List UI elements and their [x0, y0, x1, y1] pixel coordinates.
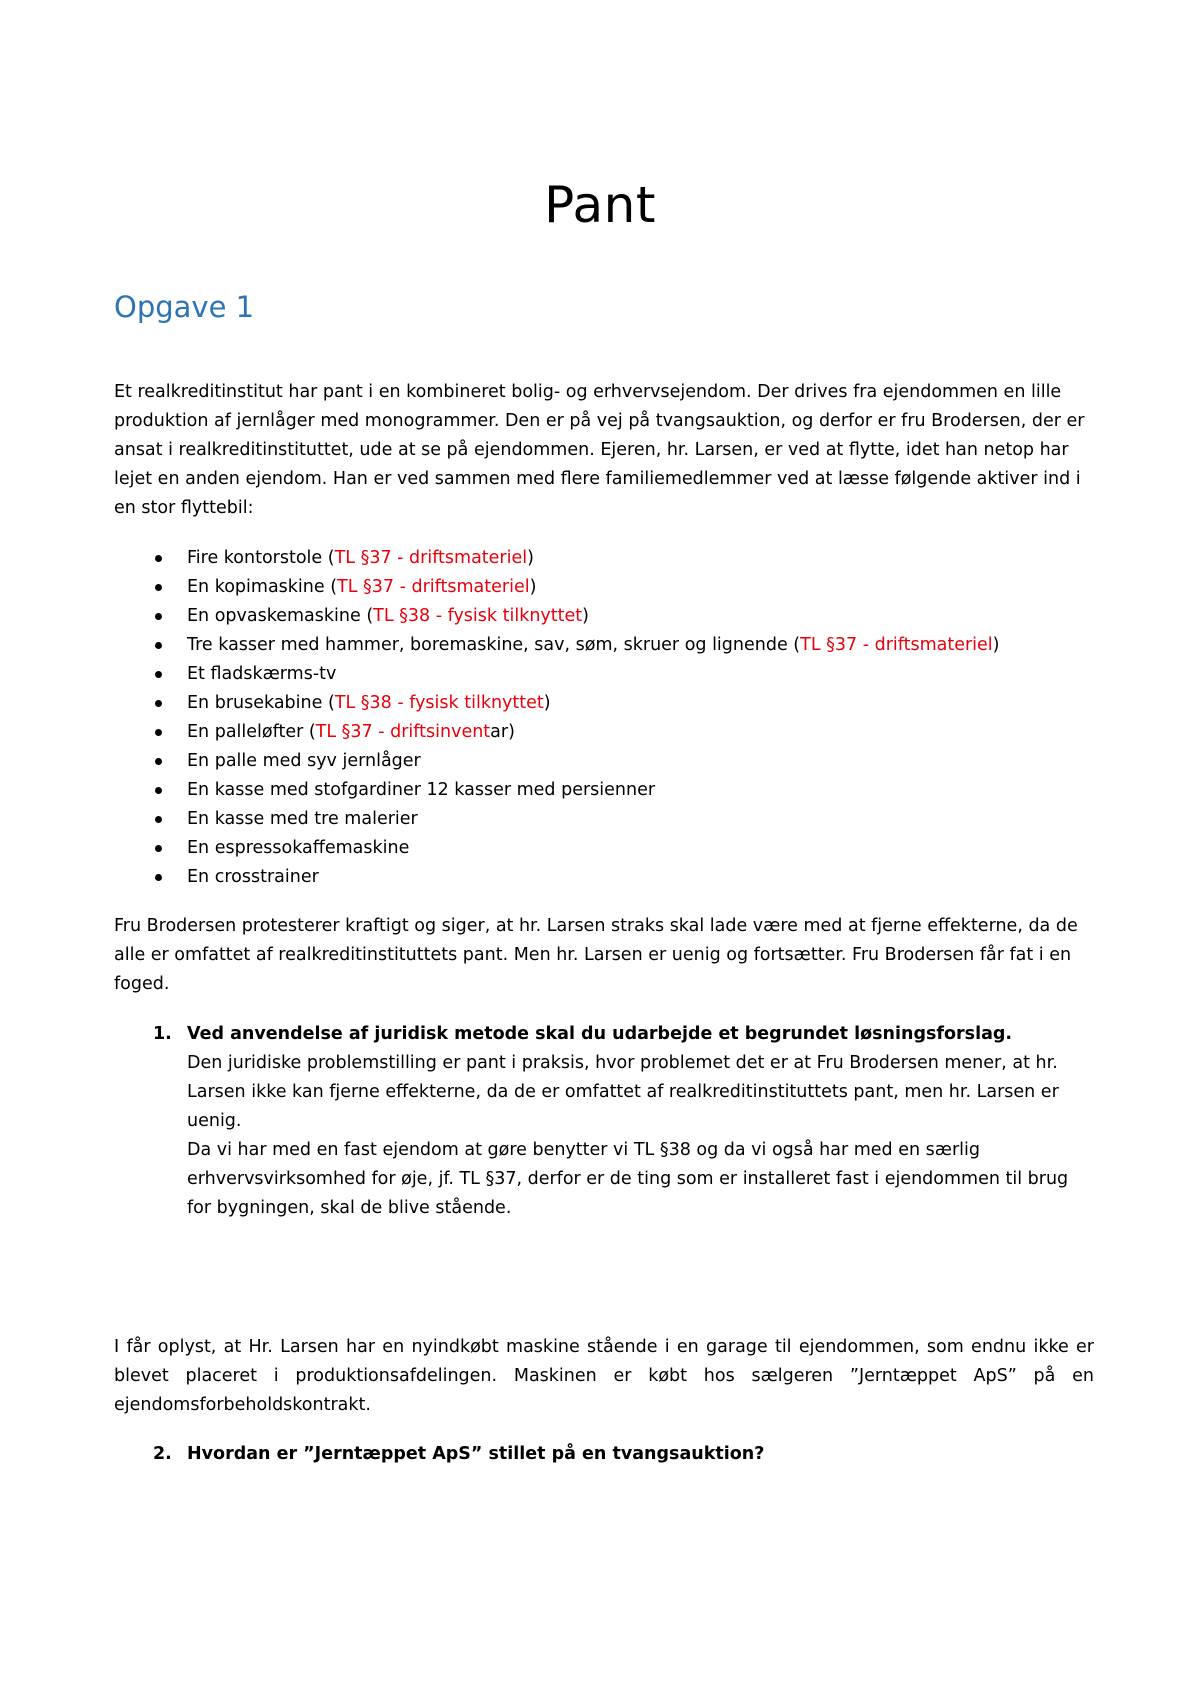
- answer-paragraph: Da vi har med en fast ejendom at gøre benytter vi TL §38 og da vi også har med en særlig erhvervsvirksomhed for øje, jf. TL §37, derfor er de ting som er installeret fast i ejendommen til brug for bygningen, skal de blive stående.: [187, 1140, 1069, 1218]
- intro-paragraph: Et realkreditinstitut har pant i en kombineret bolig- og erhvervsejendom. Der drives fra ejendommen en lille produktion af jernlåger med monogrammer. Den er på vej på tvangsauktion, og derfor er fru Brodersen, der er ansat i realkreditinstituttet, ude at se på ejendommen. Ejeren, hr. Larsen, er ved at flytte, idet han netop har lejet en anden ejendom. Han er ved sammen med flere familiemedlemmer ved at læsse følgende aktiver ind i en stor flyttebil:: [114, 382, 1085, 518]
- bullet-icon: [155, 758, 162, 765]
- list-item: En palleløfter (TL §37 - driftsinventar): [114, 718, 1094, 747]
- question-number: 1.: [153, 1024, 172, 1044]
- legal-note: TL §38 - fysisk tilknyttet: [334, 693, 544, 713]
- list-item: Et fladskærms-tv: [114, 660, 1094, 689]
- list-item: En espressokaffemaskine: [114, 834, 1094, 863]
- list-item: En kopimaskine (TL §37 - driftsmateriel): [114, 573, 1094, 602]
- bullet-icon: [155, 671, 162, 678]
- machine-paragraph: I får oplyst, at Hr. Larsen har en nyindkøbt maskine stående i en garage til ejendommen, som endnu ikke er blevet placeret i produktionsafdelingen. Maskinen er købt hos sælgeren ”Jerntæppet ApS” på en ejendomsforbeholdskontrakt.: [114, 1337, 1094, 1415]
- bullet-icon: [155, 729, 162, 736]
- list-item: En crosstrainer: [114, 863, 1094, 892]
- legal-note: TL §38 - fysisk tilknyttet: [373, 606, 583, 626]
- bullet-icon: [155, 555, 162, 562]
- question-1: [114, 1020, 1094, 1223]
- bullet-icon: [155, 584, 162, 591]
- list-item: En opvaskemaskine (TL §38 - fysisk tilknyttet): [114, 602, 1094, 631]
- bullet-icon: [155, 874, 162, 881]
- list-item: En brusekabine (TL §38 - fysisk tilknyttet): [114, 689, 1094, 718]
- asset-list: [114, 544, 1094, 892]
- legal-note: TL §37 - driftsinvent: [315, 722, 491, 742]
- question-title: Ved anvendelse af juridisk metode skal du udarbejde et begrundet løsningsforslag.: [187, 1024, 1013, 1044]
- answer-paragraph: Den juridiske problemstilling er pant i praksis, hvor problemet det er at Fru Brodersen mener, at hr. Larsen ikke kan fjerne effekterne, da de er omfattet af realkreditinstituttets pant, men hr. Larsen er uenig.: [187, 1053, 1059, 1131]
- list-item: En kasse med tre malerier: [114, 805, 1094, 834]
- question-title: Hvordan er ”Jerntæppet ApS” stillet på en tvangsauktion?: [187, 1444, 765, 1464]
- legal-note: TL §37 - driftsmateriel: [800, 635, 993, 655]
- question-2: [114, 1440, 1094, 1469]
- bullet-icon: [155, 845, 162, 852]
- list-item: Tre kasser med hammer, boremaskine, sav, søm, skruer og lignende (TL §37 - driftsmateriel): [114, 631, 1094, 660]
- bullet-icon: [155, 642, 162, 649]
- bullet-icon: [155, 613, 162, 620]
- bullet-icon: [155, 787, 162, 794]
- bullet-icon: [155, 816, 162, 823]
- protest-paragraph: Fru Brodersen protesterer kraftigt og siger, at hr. Larsen straks skal lade være med at fjerne effekterne, da de alle er omfattet af realkreditinstituttets pant. Men hr. Larsen er uenig og fortsætter. Fru Brodersen får fat i en foged.: [114, 916, 1078, 994]
- question-number: 2.: [153, 1444, 172, 1464]
- page-title: Pant: [544, 176, 656, 234]
- list-item: Fire kontorstole (TL §37 - driftsmateriel): [114, 544, 1094, 573]
- section-heading: Opgave 1: [114, 290, 255, 324]
- list-item: En kasse med stofgardiner 12 kasser med persienner: [114, 776, 1094, 805]
- list-item: En palle med syv jernlåger: [114, 747, 1094, 776]
- bullet-icon: [155, 700, 162, 707]
- legal-note: TL §37 - driftsmateriel: [334, 548, 528, 568]
- legal-note: TL §37 - driftsmateriel: [337, 577, 530, 597]
